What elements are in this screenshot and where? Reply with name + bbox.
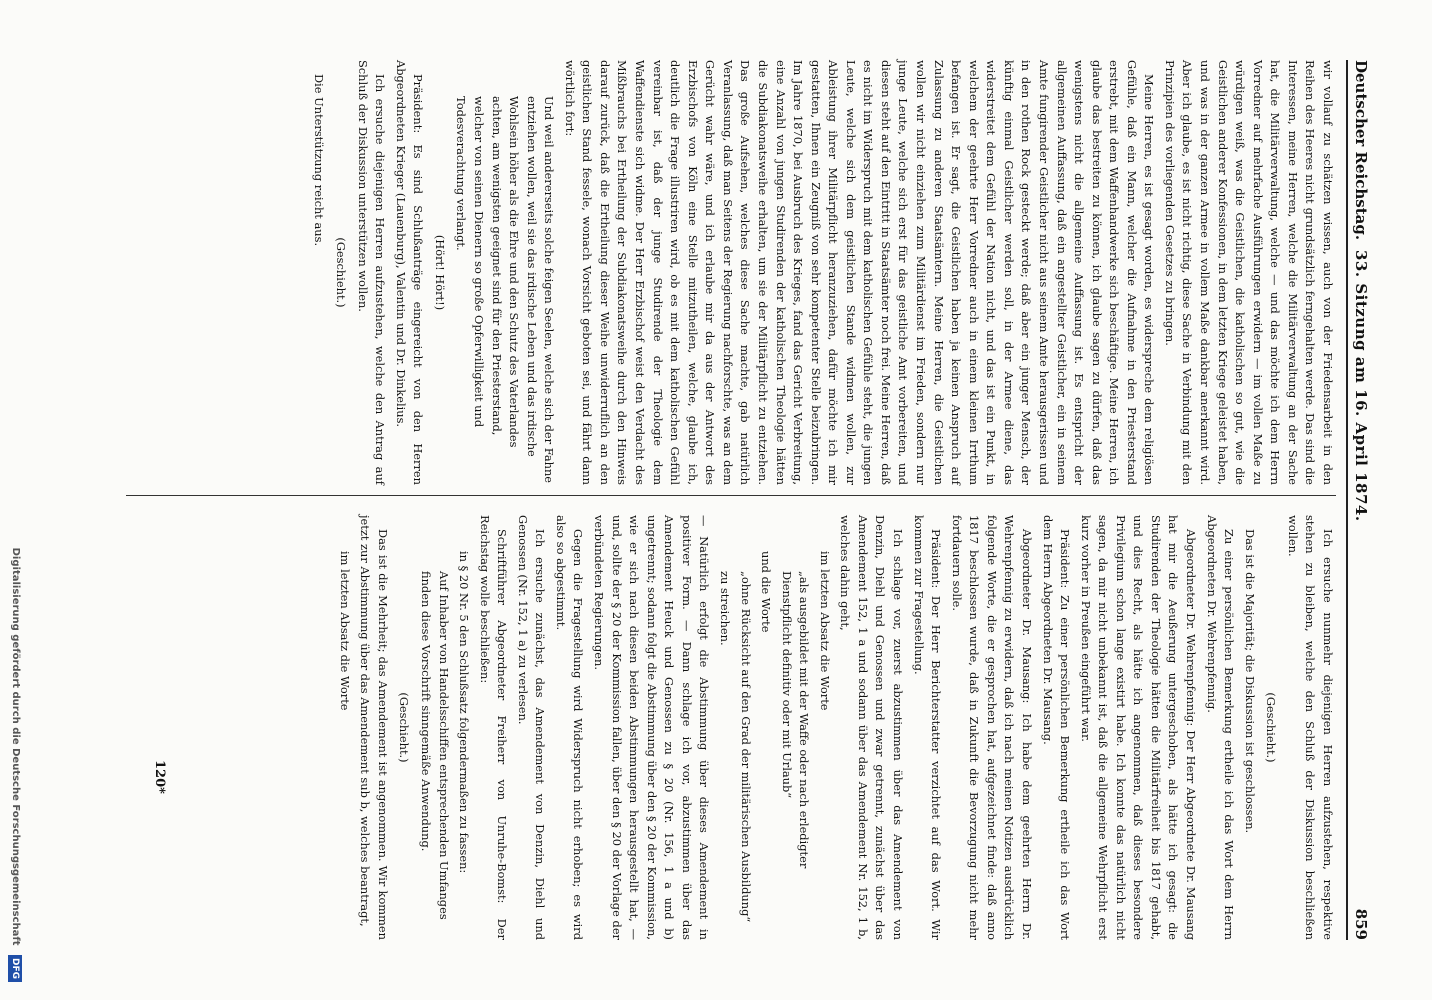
paragraph: Ich ersuche zunächst, das Amendement von Denzin, Diehl und Genossen (Nr. 152, 1 a) zu verlesen. — [515, 515, 548, 940]
header-page-number: 859 — [1352, 908, 1370, 940]
paragraph: — Natürlich erfolgt die Abstimmung über dieses Amendement in positiver Form. — Dann schlage ich vor, abzustimmen über das Amendement Heuck und Genossen zu § 20 (Nr. 156, 1 a und b) ungetrennt; sodann folgt die Abstimmung über den § 20 der Kommission, wie er sich nach diesen beiden Abstimmungen herausgestellt hat, — und, sollte der § 20 der Kommission fallen, über den § 20 der Vorlage der verbündeten Regierungen. — [592, 515, 712, 940]
paragraph: Präsident: Es sind Schlußanträge eingereicht von den Herren Abgeordneten Krieger (Lauenburg), Valentin und Dr. Dinkelius. — [393, 60, 426, 485]
paragraph: Die Unterstützung reicht aus. — [312, 74, 327, 247]
quotation: und die Worte — [759, 551, 774, 633]
paragraph: Das ist die Majorität; die Diskussion ist geschlossen. — [1242, 529, 1257, 834]
right-text-column — [332, 515, 1336, 940]
quotation: zu streichen. — [718, 571, 732, 646]
quotation: im letzten Absatz die Worte — [817, 551, 832, 711]
paragraph: Abgeordneter Dr. Mausang: Ich habe dem geehrten Herrn Dr. Wehrenpfennig zu erwidern, daß ich nach meinen Notizen ausdrücklich folgende Worte, die er gesprochen hat, aufgezeichnet finde: daß anno 1817 beschlossen wurde, daß in Zukunft die Bevorzugung nicht mehr fortdauern solle. — [949, 515, 1034, 940]
paragraph: Schriftführer Abgeordneter Freiherr von Unruhe-Bomst: Der Reichstag wolle beschließen: — [477, 515, 510, 940]
quotation: Auf Inhaber von Handelsschiffen entsprechenden Umfanges finden diese Vorschrift sinngemäße Anwendung. — [419, 571, 451, 920]
header-session-title: 33. Sitzung am 16. April 1874. — [1352, 250, 1370, 522]
paragraph: wir vollauf zu schätzen wissen, auch von der Friedensarbeit in den Reihen des Heeres nicht grundsätzlich ferngehalten werde. Das sind die Interessen, meine Herren, welche die Militärverwaltung an der Sache hat, die Militärverwaltung, welche — und das möchte ich dem Herrn Vorredner auf mehrfache Ausführungen erwidern — im vollen Maße zu würdigen weiß, was die Geistlichen, die katholischen so gut, wie die Geistlichen anderer Konfessionen, in dem letzten Kriege geleistet haben, und was in der ganzen Armee in vollem Maße dankbar anerkannt wird. Aber ich glaube, es ist nicht richtig, diese Sache in Verbindung mit den Prinzipien des vorliegenden Gesetzes zu bringen. — [1162, 60, 1335, 485]
header-publication: Deutscher Reichstag. — [1352, 60, 1370, 241]
interjection: (Hört! Hört!) — [432, 234, 447, 311]
paragraph: Zu einer persönlichen Bemerkung ertheile ich das Wort dem Herrn Abgeordneten Dr. Wehrenpfennig. — [1204, 515, 1237, 940]
paragraph: Ich schlage vor, zuerst abzustimmen über das Amendement von Denzin, Diehl und Genossen und zwar getrennt, zunächst über das Amendement 152, 1 a und sodann über das Amendement Nr. 152, 1 b, welches dahin geht, — [838, 515, 906, 940]
quotation: im letzten Absatz die Worte — [337, 551, 352, 711]
paragraph: Präsident: Der Herr Berichterstatter verzichtet auf das Wort. Wir kommen zur Fragestellung. — [911, 515, 944, 940]
page-header — [1346, 60, 1378, 940]
paragraph: Meine Herren, es ist gesagt worden, es widerspreche dem religiösen Gefühle, daß ein Mann, welcher die Aufnahme in den Priesterstand erstrebt, mit dem Waffenhandwerke sich beschäftige. Meine Herren, ich glaube das bestreiten zu können, ich glaube sagen zu dürfen, daß das wenigstens nicht die allgemeine Auffassung ist. Es entspricht der allgemeinen Auffassung, daß ein angestellter Geistlicher, ein in seinem Amte fungirender Geistlicher nicht aus seinem Amte herausgerissen und in den rothen Rock gesteckt werde; daß aber ein junger Mensch, der künftig einmal Geistlicher werden soll, in der Armee diene, das widerstreitet dem Gefühl der Nation nicht, und das ist ein Punkt, in welchem der geehrte Herr Vorredner auch in einem kleinen Irrthum befangen ist. Er sagt, die Geistlichen haben ja keinen Anspruch auf Zulassung zu anderen Staatsämtern. Meine Herren, die Geistlichen wollen wir nicht einziehen zum Militärdienst im Frieden, sondern nur junge Leute, welche sich erst für das geistliche Amt vorbereiten, und diesen steht auf den Eintritt in Staatsämter noch frei. Meine Herren, daß es nicht im Widerspruch mit dem katholischen Gefühle steht, die jungen Leute, welche sich dem geistlichen Stande widmen wollen, zur Ableistung ihrer Militärpflicht heranzuziehen, dafür möchte ich mir gestatten, Ihnen ein Zeugniß von sehr kompetenter Stelle beizubringen. Im Jahre 1870, bei Ausbruch des Krieges, fand das Gericht Verbreitung, eine Anzahl von jungen Studirenden der katholischen Theologie hätten die Subdiakonatsweihe erhalten, um sie der Militärpflicht zu entziehen. Das große Aufsehen, welches diese Sache machte, gab natürlich Veranlassung, daß man Seitens der Regierung nachforschte, was an dem Gerücht wahr wäre, und ich erlaube mir da aus der Antwort des Erzbischofs von Köln eine Stelle mitzutheilen, welche, glaube ich, deutlich die Frage illustriren wird, ob es mit dem katholischen Gefühl vereinbar ist, daß der junge Studirende der Theologie dem Waffendienste sich widme. Der Herr Erzbischof weist den Verdacht des Mißbrauchs bei Ertheilung der Subdiakonatsweihe durch den Hinweis darauf zurück, daß die Ertheilung dieser Weihe unwiderruflich an den geistlichen Stand fessele, wonach Vorsicht geboten sei, und fährt dann wörtlich fort: — [562, 60, 1157, 485]
quotation: in § 20 Nr. 5 den Schlußsatz folgendermaßen zu fassen: — [457, 551, 472, 874]
paragraph: Präsident: Zu einer persönlichen Bemerkung ertheile ich das Wort dem Herrn Abgeordneten Dr. Mausang. — [1040, 515, 1073, 940]
paragraph: Gegen die Fragestellung wird Widerspruch nicht erhoben; es wird also so abgestimmt. — [553, 515, 586, 940]
paragraph: Ich ersuche diejenigen Herren aufzustehen, welche den Antrag auf Schluß der Diskussion unterstützen wollen. — [355, 60, 388, 485]
digitization-note: Digitalisierung gefördert durch die Deutsche Forschungsgemeinschaft — [10, 547, 21, 946]
quotation: Und weil andererseits solche feigen Seelen, welche sich der Fahne entziehen wollen, weil sie das irdische Leben und das irdische Wohlsein höher als die Ehre und den Schutz des Vaterlandes achten, am wenigsten geeignet sind für den Priesterstand, welcher von seinen Dienern so große Opferwilligkeit und Todesverachtung verlangt. — [454, 96, 557, 484]
left-text-column — [307, 60, 1336, 485]
paragraph: Das ist die Mehrheit; das Amendement ist angenommen. Wir kommen jetzt zur Abstimmung über das Amendement sub b, welches beantragt, — [358, 515, 390, 940]
digitization-stamp — [6, 18, 22, 982]
quotation: „ohne Rücksicht auf den Grad der militärischen Ausbildung“ — [738, 571, 753, 923]
dfg-logo: DFG — [8, 955, 22, 982]
interjection: (Geschieht.) — [1264, 692, 1279, 763]
quotation: „als ausgebildet mit der Waffe oder nach erledigter Dienstpflicht definitiv oder mit Urlaub“ — [779, 571, 812, 869]
column-divider — [126, 495, 1336, 496]
paragraph: Ich ersuche nunmehr diejenigen Herren aufzustehen, respektive stehen zu bleiben, welche den Schluß der Diskussion beschließen wollen. — [1285, 515, 1335, 940]
signature-mark: 120* — [152, 760, 167, 794]
interjection: (Geschieht.) — [334, 237, 349, 308]
paragraph: Abgeordneter Dr. Wehrenpfennig: Der Herr Abgeordnete Dr. Mausang hat mir die Aeußerung untergeschoben, als hätte ich gesagt: die Studirenden der Theologie hätten die Militärfreiheit bis 1817 gehabt, und dies Recht, als hätte ich angenommen, daß dieses besondere Privilegium schon lange existirt habe. Ich konnte das natürlich nicht sagen, da mir nicht unbekannt ist, daß die allgemeine Wehrpflicht erst kurz vorher in Preußen eingeführt war. — [1078, 515, 1199, 940]
interjection: (Geschieht.) — [397, 692, 412, 763]
